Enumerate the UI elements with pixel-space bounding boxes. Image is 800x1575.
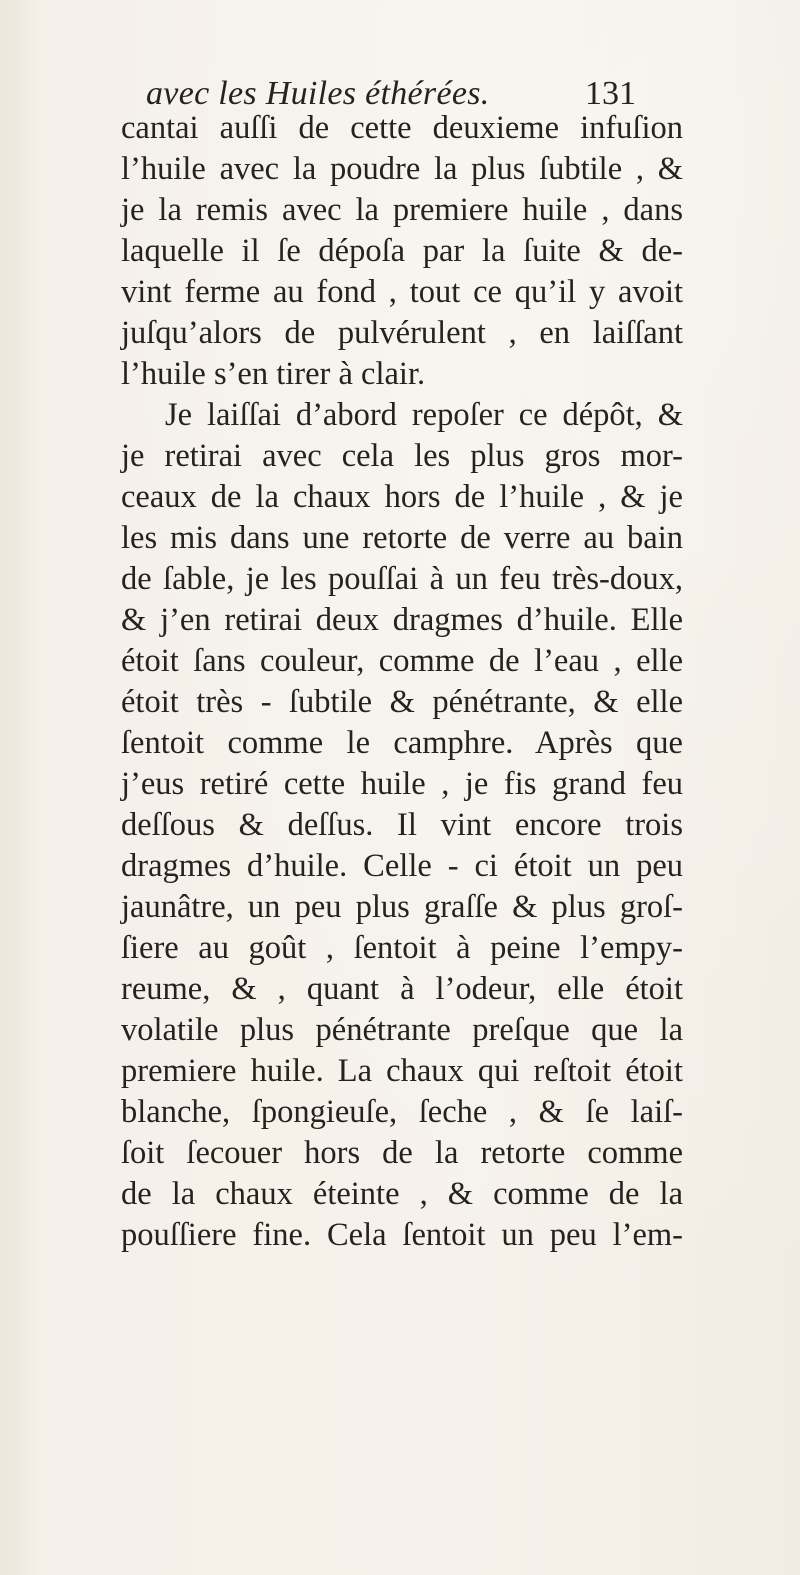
text-line: je retirai avec cela les plus gros mor- — [121, 438, 683, 474]
text-line: de la chaux éteinte , & comme de la — [121, 1176, 683, 1212]
text-line: étoit ſans couleur, comme de l’eau , elle — [121, 643, 683, 679]
text-line: ceaux de la chaux hors de l’huile , & je — [121, 479, 683, 515]
text-line: de ſable, je les pouſſai à un feu très-doux, — [121, 561, 683, 597]
text-line: & j’en retirai deux dragmes d’huile. Elle — [121, 602, 683, 638]
text-line: ſentoit comme le camphre. Après que — [121, 725, 683, 761]
body-text — [121, 108, 683, 1256]
text-line: pouſſiere fine. Cela ſentoit un peu l’em- — [121, 1217, 683, 1253]
text-line: vint ferme au fond , tout ce qu’il y avoit — [121, 274, 683, 310]
text-line: premiere huile. La chaux qui reſtoit étoit — [121, 1053, 683, 1089]
text-line: les mis dans une retorte de verre au bain — [121, 520, 683, 556]
text-line: deſſous & deſſus. Il vint encore trois — [121, 807, 683, 843]
text-line: reume, & , quant à l’odeur, elle étoit — [121, 971, 683, 1007]
text-line: ſoit ſecouer hors de la retorte comme — [121, 1135, 683, 1171]
text-line: volatile plus pénétrante preſque que la — [121, 1012, 683, 1048]
text-line: l’huile avec la poudre la plus ſubtile , & — [121, 151, 683, 187]
page-number: 131 — [585, 75, 636, 112]
text-line: étoit très - ſubtile & pénétrante, & elle — [121, 684, 683, 720]
text-line: juſqu’alors de pulvérulent , en laiſſant — [121, 315, 683, 351]
text-line: jaunâtre, un peu plus graſſe & plus groſ- — [121, 889, 683, 925]
text-line: cantai auſſi de cette deuxieme infuſion — [121, 110, 683, 146]
text-line: laquelle il ſe dépoſa par la ſuite & de- — [121, 233, 683, 269]
text-line: je la remis avec la premiere huile , dans — [121, 192, 683, 228]
running-title: avec les Huiles éthérées. — [146, 75, 490, 112]
text-line: blanche, ſpongieuſe, ſeche , & ſe laiſ- — [121, 1094, 683, 1130]
text-line: Je laiſſai d’abord repoſer ce dépôt, & — [165, 397, 683, 433]
text-line: l’huile s’en tirer à clair. — [121, 356, 426, 392]
text-line: ſiere au goût , ſentoit à peine l’empy- — [121, 930, 683, 966]
text-line: dragmes d’huile. Celle - ci étoit un peu — [121, 848, 683, 884]
text-line: j’eus retiré cette huile , je fis grand feu — [121, 766, 683, 802]
